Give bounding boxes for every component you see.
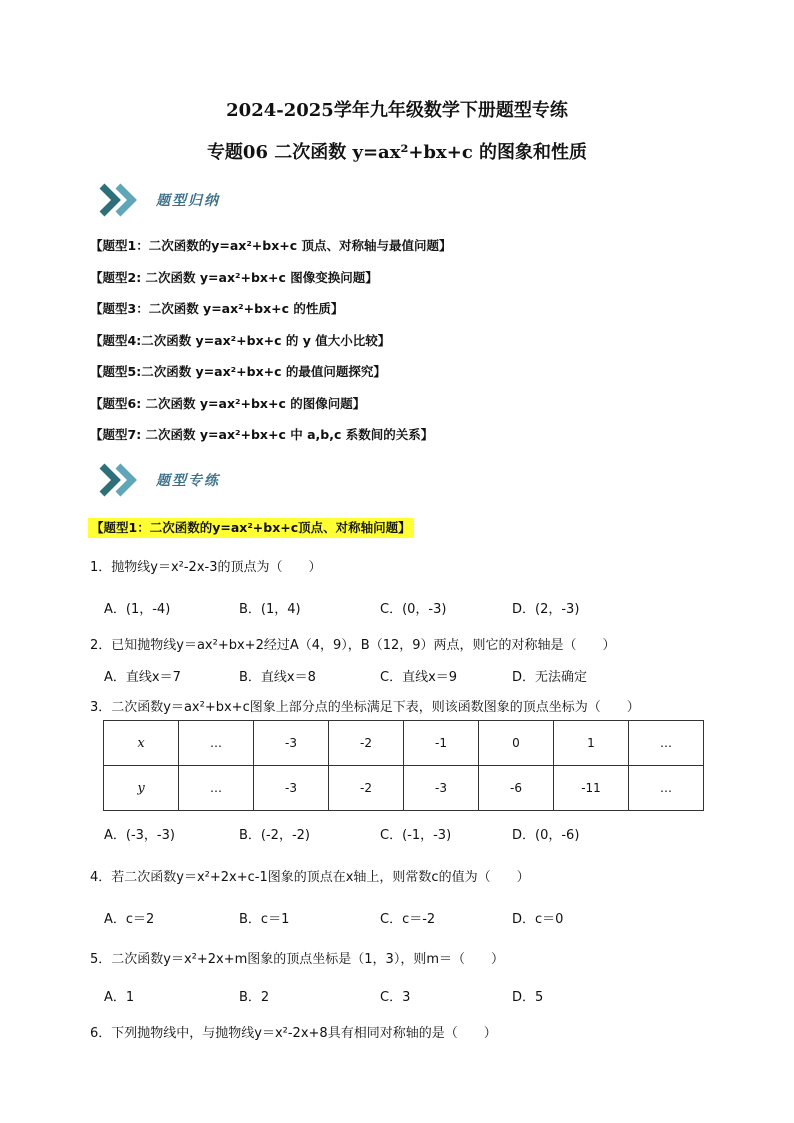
option-d: D．5: [512, 990, 544, 1005]
type-item: 【题型1：二次函数的y=ax²+bx+c 顶点、对称轴与最值问题】: [90, 238, 452, 253]
option-c: C．3: [380, 990, 411, 1005]
option-d: D．(2，-3): [512, 602, 580, 617]
question-stem: 2．已知抛物线y＝ax²+bx+2经过A（4，9），B（12，9）两点，则它的对称轴是（ ）: [90, 638, 616, 653]
table-cell: …: [629, 721, 704, 766]
table-cell: y: [104, 766, 179, 811]
highlighted-type-heading: 【题型1：二次函数的y=ax²+bx+c顶点、对称轴问题】: [88, 518, 414, 538]
double-chevron-icon: [98, 462, 142, 498]
type-item: 【题型7: 二次函数 y=ax²+bx+c 中 a,b,c 系数间的关系】: [90, 427, 434, 442]
table-cell: x: [104, 721, 179, 766]
table-cell: -2: [329, 721, 404, 766]
table-cell: -1: [404, 721, 479, 766]
question-options: [104, 986, 704, 1006]
option-c: C．直线x＝9: [380, 670, 458, 685]
section-banner-summary: [98, 182, 220, 218]
section-banner-practice: [98, 462, 220, 498]
option-b: B．(1，4): [239, 602, 301, 617]
question-stem: 1．抛物线y＝x²-2x-3的顶点为（ ）: [90, 560, 322, 575]
type-item: 【题型6: 二次函数 y=ax²+bx+c 的图像问题】: [90, 395, 366, 411]
option-c: C．(-1，-3): [380, 828, 452, 843]
table-cell: -3: [254, 721, 329, 766]
type-item: 【题型2: 二次函数 y=ax²+bx+c 图像变换问题】: [90, 269, 378, 285]
type-item: 【题型5:二次函数 y=ax²+bx+c 的最值问题探究】: [90, 364, 386, 379]
section-label: 题型归纳: [156, 193, 220, 209]
document-subtitle: 专题06 二次函数 y=ax²+bx+c 的图象和性质: [206, 142, 588, 163]
table-cell: 1: [554, 721, 629, 766]
option-d: D．无法确定: [512, 670, 588, 685]
option-a: A．1: [104, 990, 135, 1005]
table-row-y: [104, 766, 704, 811]
question-options: [104, 908, 704, 928]
option-a: A．(-3，-3): [104, 828, 175, 843]
question-options: [104, 666, 704, 686]
option-d: D．(0，-6): [512, 828, 580, 843]
table-cell: …: [629, 766, 704, 811]
type-item: 【题型4:二次函数 y=ax²+bx+c 的 y 值大小比较】: [90, 332, 391, 348]
table-cell: -11: [554, 766, 629, 811]
table-cell: -3: [404, 766, 479, 811]
value-table: [103, 720, 704, 811]
option-c: C．(0，-3): [380, 602, 447, 617]
document-title: 2024-2025学年九年级数学下册题型专练: [226, 100, 568, 121]
table-cell: -2: [329, 766, 404, 811]
table-cell: -3: [254, 766, 329, 811]
question-stem: 6．下列抛物线中，与抛物线y＝x²-2x+8具有相同对称轴的是（ ）: [90, 1026, 497, 1041]
table-cell: -6: [479, 766, 554, 811]
section-label: 题型专练: [156, 473, 220, 489]
question-options: [104, 824, 704, 844]
option-d: D．c＝0: [512, 912, 564, 927]
type-list: [90, 236, 452, 457]
option-a: A．(1，-4): [104, 602, 171, 617]
option-c: C．c＝-2: [380, 912, 436, 927]
option-b: B．c＝1: [239, 912, 290, 927]
table-cell: …: [179, 766, 254, 811]
type-item: 【题型3：二次函数 y=ax²+bx+c 的性质】: [90, 301, 344, 316]
question-stem: 5．二次函数y＝x²+2x+m图象的顶点坐标是（1，3），则m＝（ ）: [90, 952, 504, 967]
option-b: B．(-2，-2): [239, 828, 310, 843]
option-b: B．直线x＝8: [239, 670, 316, 685]
question-stem: 4．若二次函数y＝x²+2x+c-1图象的顶点在x轴上，则常数c的值为（ ）: [90, 870, 530, 885]
double-chevron-icon: [98, 182, 142, 218]
question-options: [104, 598, 704, 618]
option-a: A．直线x＝7: [104, 670, 181, 685]
option-b: B．2: [239, 990, 270, 1005]
question-stem: 3．二次函数y＝ax²+bx+c图象上部分点的坐标满足下表，则该函数图象的顶点坐标为（ ）: [90, 700, 640, 715]
option-a: A．c＝2: [104, 912, 155, 927]
table-cell: …: [179, 721, 254, 766]
table-cell: 0: [479, 721, 554, 766]
table-row-x: [104, 721, 704, 766]
